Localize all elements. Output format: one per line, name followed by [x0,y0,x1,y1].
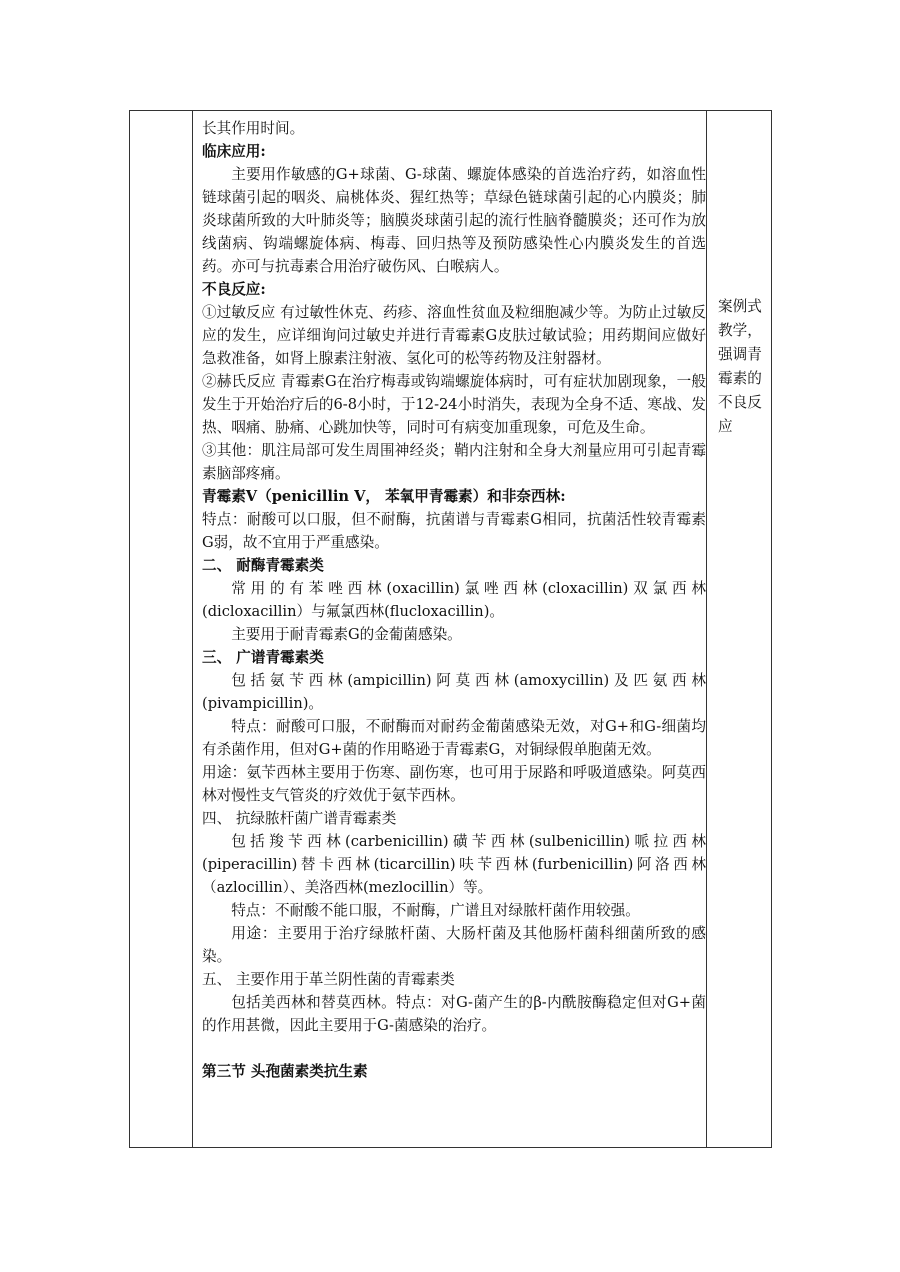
section-heading: 青霉素V（penicillin V， 苯氧甲青霉素）和非奈西林: [202,488,566,505]
section-heading: 二、 耐酶青霉素类 [202,557,324,574]
paragraph: 常用的有苯唑西林(oxacillin)氯唑西林(cloxacillin)双氯西林(dicloxacillin）与氟氯西林(flucloxacillin)。 [202,580,706,620]
paragraph: ③其他：肌注局部可发生周围神经炎；鞘内注射和全身大剂量应用可引起青霉素脑部疼痛。 [202,442,706,482]
paragraph: 五、 主要作用于革兰阴性菌的青霉素类 [202,971,455,988]
lesson-table [129,110,772,1148]
teaching-note: 案例式教学，强调青霉素的不良反应 [718,298,762,435]
paragraph: 用途：主要用于治疗绿脓杆菌、大肠杆菌及其他肠杆菌科细菌所致的感染。 [202,925,706,965]
paragraph: 包括氨苄西林(ampicillin)阿莫西林(amoxycillin)及匹氨西林(pivampicillin)。 [202,672,706,712]
paragraph [202,1037,706,1060]
paragraph: 主要用作敏感的G+球菌、G-球菌、螺旋体感染的首选治疗药，如溶血性链球菌引起的咽炎、扁桃体炎、猩红热等；草绿色链球菌引起的心内膜炎；肺炎球菌所致的大叶肺炎等；脑膜炎球菌引起的流行性脑脊髓膜炎；还可作为放线菌病、钩端螺旋体病、梅毒、回归热等及预防感染性心内膜炎发生的首选药。亦可与抗毒素合用治疗破伤风、白喉病人。 [202,166,706,275]
paragraph: ①过敏反应 有过敏性休克、药疹、溶血性贫血及粒细胞减少等。为防止过敏反应的发生，应详细询问过敏史并进行青霉素G皮肤过敏试验；用药期间应做好急救准备，如肾上腺素注射液、氢化可的松等药物及注射器材。 [202,304,706,367]
section-heading: 三、 广谱青霉素类 [202,649,324,666]
paragraph: ②赫氏反应 青霉素G在治疗梅毒或钩端螺旋体病时，可有症状加剧现象，一般发生于开始治疗后的6-8小时，于12-24小时消失，表现为全身不适、寒战、发热、咽痛、胁痛、心跳加快等，同时可有病变加重现象，可危及生命。 [202,373,706,436]
paragraph: 特点：耐酸可以口服，但不耐酶，抗菌谱与青霉素G相同，抗菌活性较青霉素G弱，故不宜用于严重感染。 [202,511,706,551]
column-divider [192,111,193,1147]
paragraph: 长其作用时间。 [202,120,305,137]
paragraph: 特点：耐酸可口服，不耐酶而对耐药金葡菌感染无效，对G+和G-细菌均有杀菌作用，但对G+菌的作用略逊于青霉素G，对铜绿假单胞菌无效。 [202,718,706,758]
teaching-note-cell [710,295,770,439]
paragraph: 包括羧苄西林(carbenicillin)磺苄西林(sulbenicillin)哌拉西林(piperacillin)替卡西林(ticarcillin)呋苄西林(furbenicillin)阿洛西林（azlocillin）、美洛西林(mezlocillin）等。 [202,833,706,896]
section-heading: 第三节 头孢菌素类抗生素 [202,1063,368,1080]
section-heading: 临床应用: [202,143,266,160]
column-divider [706,111,707,1147]
paragraph: 用途：氨苄西林主要用于伤寒、副伤寒，也可用于尿路和呼吸道感染。阿莫西林对慢性支气管炎的疗效优于氨苄西林。 [202,764,706,804]
section-heading: 不良反应: [202,281,266,298]
paragraph: 特点：不耐酸不能口服，不耐酶，广谱且对绿脓杆菌作用较强。 [231,902,640,919]
paragraph: 包括美西林和替莫西林。特点：对G-菌产生的β-内酰胺酶稳定但对G+菌的作用甚微，因此主要用于G-菌感染的治疗。 [202,994,706,1034]
paragraph: 四、 抗绿脓杆菌广谱青霉素类 [202,810,397,827]
paragraph: 主要用于耐青霉素G的金葡菌感染。 [231,626,462,643]
content-cell [200,111,706,1083]
